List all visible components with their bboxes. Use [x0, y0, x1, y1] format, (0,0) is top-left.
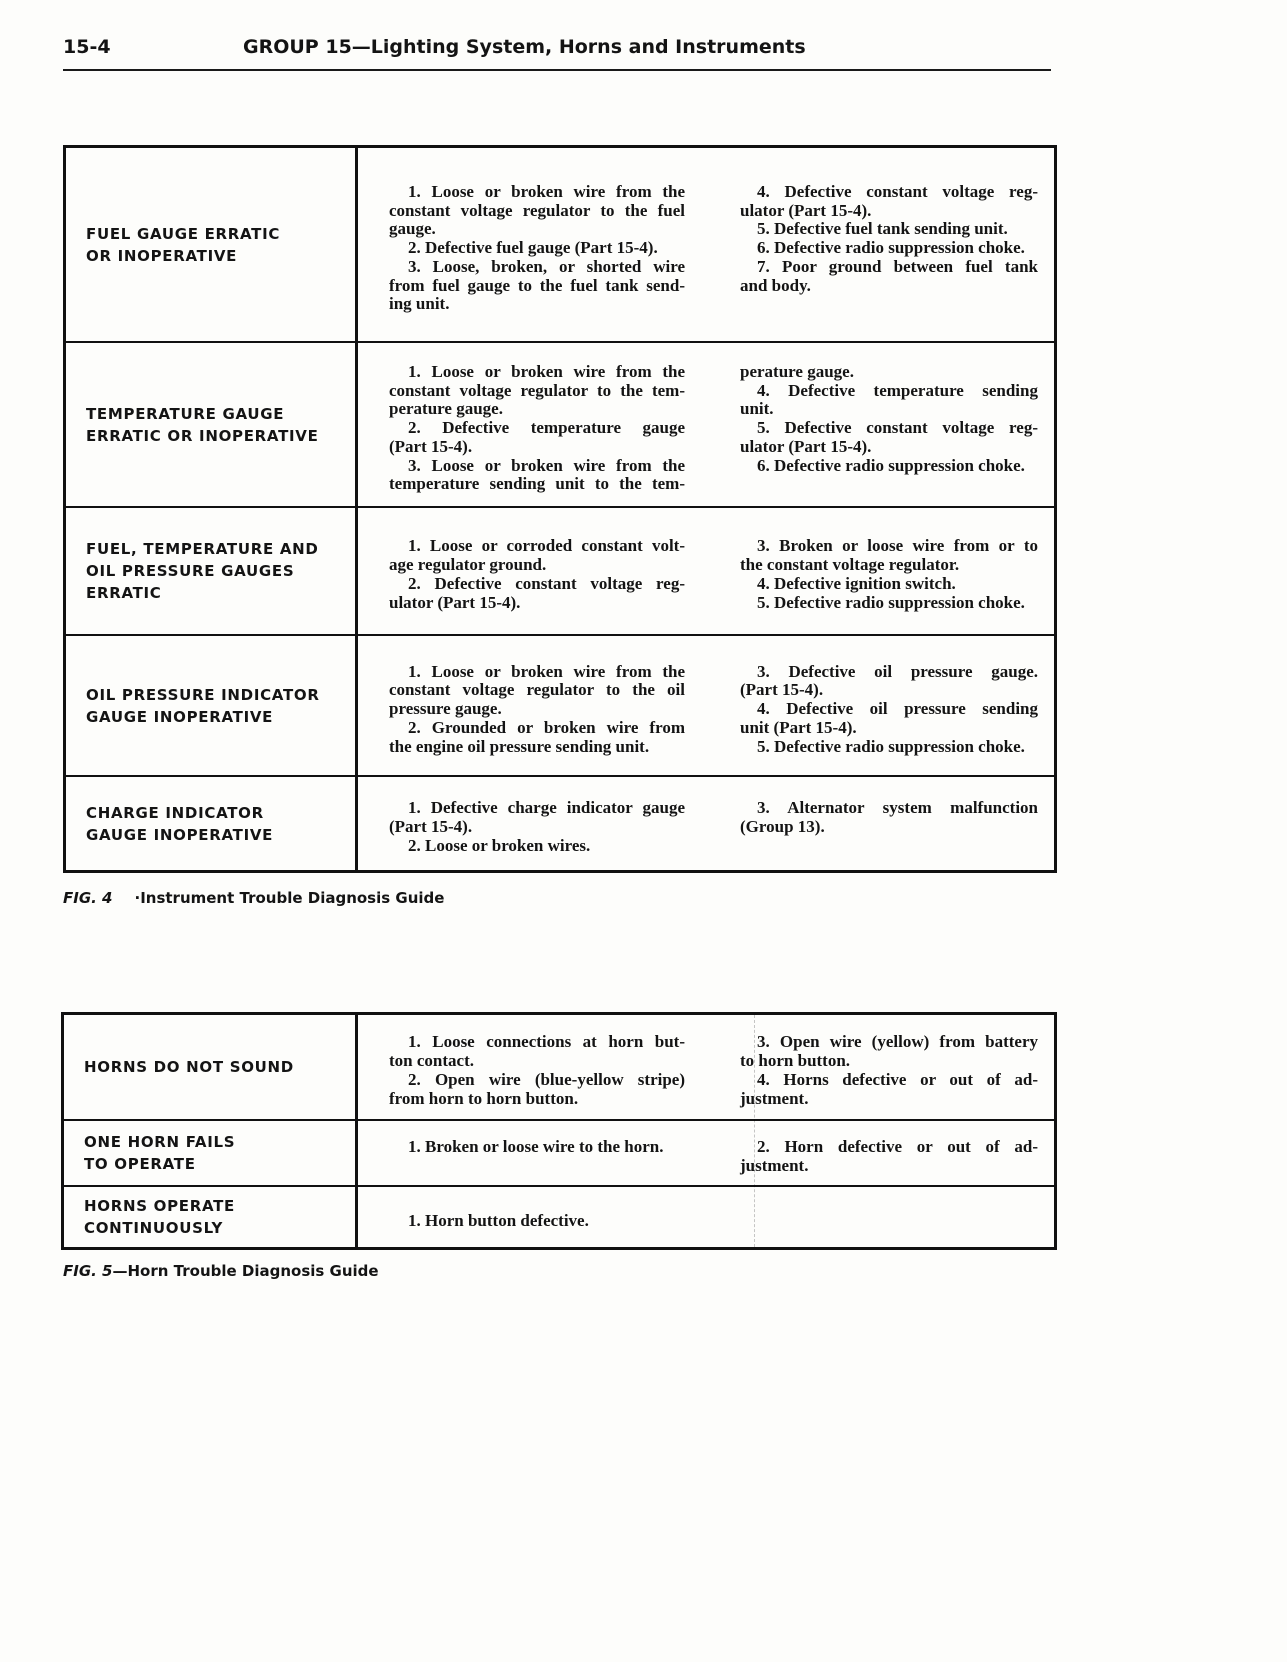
- cause-text-line: 2. Loose or broken wires.: [408, 835, 591, 855]
- figure-4-caption: [63, 887, 444, 909]
- cause-item: [740, 1071, 1038, 1109]
- condition-cell: [66, 148, 358, 341]
- cause-text-line: age regulator ground.: [389, 555, 547, 575]
- cause-item: [740, 799, 1038, 837]
- cause-text-line: 1. Loose or broken wire from the: [408, 181, 685, 201]
- cause-item: [740, 419, 1038, 457]
- causes-column-left: [389, 799, 685, 855]
- cause-text-line: 1. Loose or broken wire from the: [408, 361, 685, 381]
- condition-cell: [66, 636, 358, 775]
- page-header: [63, 34, 1053, 60]
- cause-item: [389, 837, 685, 856]
- header-rule: [63, 69, 1051, 71]
- cause-text-line: 1. Loose or corroded constant volt-: [408, 536, 685, 556]
- cause-text-line: ulator (Part 15-4).: [740, 200, 872, 220]
- condition-label-line: FUEL, TEMPERATURE AND: [86, 540, 319, 558]
- cause-text-line: 5. Defective fuel tank sending unit.: [757, 219, 1008, 239]
- diagnosis-row: [66, 148, 1054, 341]
- cause-item: [389, 258, 685, 314]
- cause-text-line: 2. Grounded or broken wire from: [408, 717, 685, 737]
- cause-text-line: 1. Defective charge indicator gauge: [408, 798, 685, 818]
- causes-column-left: [389, 537, 685, 612]
- cause-text-line: (Group 13).: [740, 817, 825, 837]
- diagnosis-row: [64, 1119, 1054, 1185]
- cause-item: [389, 1033, 685, 1071]
- cause-text-line: perature gauge.: [389, 399, 503, 419]
- causes-cell: [358, 148, 1054, 341]
- cause-text-line: the constant voltage regulator.: [740, 555, 960, 575]
- cause-text-line: (Part 15-4).: [389, 436, 473, 456]
- condition-label-line: ERRATIC: [86, 584, 162, 602]
- cause-item: [740, 239, 1038, 258]
- figure-title: ·Instrument Trouble Diagnosis Guide: [134, 889, 445, 907]
- diagnosis-row: [66, 775, 1054, 870]
- cause-item: [740, 663, 1038, 701]
- causes-columns: [389, 799, 1038, 855]
- cause-item: [389, 363, 685, 419]
- cause-item: [740, 382, 1038, 420]
- cause-item: [389, 719, 685, 757]
- cause-item: [389, 1212, 685, 1231]
- cause-item: [740, 258, 1038, 296]
- causes-column-left: [389, 1033, 685, 1108]
- cause-item: [740, 183, 1038, 221]
- diagnosis-row: [66, 341, 1054, 506]
- cause-item: [389, 663, 685, 719]
- cause-text-line: 3. Loose or broken wire from the: [408, 455, 685, 475]
- cause-item: [740, 575, 1038, 594]
- condition-label-line: OR INOPERATIVE: [86, 246, 238, 265]
- cause-text-line: 1. Broken or loose wire to the horn.: [408, 1137, 664, 1157]
- cause-text-line: (Part 15-4).: [389, 817, 473, 837]
- figure-title: —Horn Trouble Diagnosis Guide: [112, 1262, 379, 1280]
- causes-column-right: [740, 663, 1038, 757]
- cause-text-line: 2. Defective constant voltage reg-: [408, 574, 685, 593]
- condition-cell: [66, 508, 358, 634]
- cause-text-line: constant voltage regulator to the fuel: [389, 200, 685, 220]
- causes-cell: [358, 508, 1054, 634]
- horn-trouble-diagnosis-table: [61, 1012, 1057, 1250]
- causes-cell: [358, 343, 1054, 506]
- causes-columns: [389, 363, 1038, 495]
- cause-item: [740, 220, 1038, 239]
- column-guide-line: [754, 1015, 755, 1247]
- cause-text-line: 5. Defective radio suppression choke.: [757, 736, 1025, 756]
- cause-item: [740, 537, 1038, 575]
- cause-item: [389, 575, 685, 613]
- causes-column-left: [389, 1212, 685, 1231]
- condition-label-line: ONE HORN FAILS: [84, 1133, 236, 1151]
- cause-text-line: ton contact.: [389, 1051, 474, 1071]
- causes-cell: [358, 1015, 1054, 1119]
- causes-column-right: [740, 1138, 1038, 1176]
- cause-text-line: 4. Defective ignition switch.: [757, 574, 956, 593]
- causes-columns: [389, 537, 1038, 612]
- condition-cell: [66, 343, 358, 506]
- cause-item: [740, 594, 1038, 613]
- condition-label-line: HORNS DO NOT SOUND: [84, 1058, 294, 1076]
- cause-item: [740, 363, 1038, 382]
- cause-text-line: 1. Loose or broken wire from the: [408, 661, 685, 681]
- condition-cell: [64, 1121, 358, 1185]
- cause-text-line: from fuel gauge to the fuel tank send-: [389, 275, 685, 295]
- cause-text-line: 6. Defective radio suppression choke.: [757, 238, 1025, 258]
- cause-text-line: perature gauge.: [740, 361, 854, 381]
- condition-label-line: GAUGE INOPERATIVE: [86, 707, 274, 726]
- condition-cell: [64, 1187, 358, 1247]
- condition-label-line: CONTINUOUSLY: [84, 1219, 224, 1237]
- condition-label-line: ERRATIC OR INOPERATIVE: [86, 426, 319, 445]
- condition-label-line: CHARGE INDICATOR: [86, 803, 264, 822]
- cause-item: [389, 183, 685, 239]
- causes-column-right: [740, 363, 1038, 476]
- causes-column-left: [389, 1138, 685, 1157]
- cause-item: [389, 419, 685, 457]
- cause-text-line: 2. Defective temperature gauge: [408, 418, 685, 438]
- causes-columns: [389, 1138, 1038, 1176]
- condition-label-line: OIL PRESSURE GAUGES: [86, 562, 295, 580]
- causes-column-left: [389, 183, 685, 315]
- cause-text-line: 3. Defective oil pressure gauge.: [757, 661, 1038, 681]
- cause-text-line: ulator (Part 15-4).: [740, 436, 872, 456]
- condition-cell: [64, 1015, 358, 1119]
- cause-text-line: pressure gauge.: [389, 699, 502, 719]
- causes-column-right: [740, 537, 1038, 612]
- cause-text-line: 5. Defective constant voltage reg-: [757, 418, 1038, 438]
- figure-label: FIG. 4: [63, 889, 113, 907]
- causes-cell: [358, 636, 1054, 775]
- cause-text-line: constant voltage regulator to the tem-: [389, 380, 685, 400]
- causes-column-left: [389, 363, 685, 495]
- cause-item: [389, 1138, 685, 1157]
- cause-text-line: 1. Loose connections at horn but-: [408, 1032, 685, 1052]
- cause-text-line: (Part 15-4).: [740, 680, 824, 700]
- cause-item: [740, 457, 1038, 476]
- cause-item: [740, 1138, 1038, 1176]
- page-title: GROUP 15—Lighting System, Horns and Instruments: [243, 36, 806, 58]
- causes-cell: [358, 1121, 1054, 1185]
- cause-item: [740, 738, 1038, 757]
- cause-text-line: 4. Defective oil pressure sending: [757, 699, 1038, 719]
- diagnosis-row: [66, 634, 1054, 775]
- cause-item: [389, 799, 685, 837]
- cause-text-line: temperature sending unit to the tem-: [389, 474, 685, 494]
- cause-text-line: ing unit.: [389, 294, 450, 314]
- causes-columns: [389, 1033, 1038, 1108]
- condition-label-line: TO OPERATE: [84, 1155, 196, 1173]
- causes-column-right: [740, 1033, 1038, 1108]
- figure-5-caption: [63, 1260, 379, 1282]
- cause-text-line: to horn button.: [740, 1051, 851, 1071]
- cause-text-line: 3. Loose, broken, or shorted wire: [408, 256, 685, 276]
- cause-text-line: the engine oil pressure sending unit.: [389, 736, 650, 756]
- page-number: 15-4: [63, 36, 111, 58]
- cause-text-line: ulator (Part 15-4).: [389, 592, 521, 612]
- cause-item: [389, 537, 685, 575]
- instrument-trouble-diagnosis-table: [63, 145, 1057, 873]
- condition-label-line: OIL PRESSURE INDICATOR: [86, 685, 320, 704]
- cause-text-line: 4. Defective constant voltage reg-: [757, 181, 1038, 201]
- causes-columns: [389, 1212, 1038, 1231]
- condition-label-line: FUEL GAUGE ERRATIC: [86, 224, 281, 243]
- diagnosis-row: [66, 506, 1054, 634]
- cause-text-line: 4. Defective temperature sending: [757, 380, 1038, 400]
- cause-item: [389, 1071, 685, 1109]
- causes-column-left: [389, 663, 685, 757]
- cause-text-line: unit.: [740, 399, 774, 419]
- cause-item: [389, 457, 685, 495]
- causes-columns: [389, 183, 1038, 315]
- cause-text-line: 2. Horn defective or out of ad-: [757, 1137, 1038, 1157]
- cause-text-line: 2. Defective fuel gauge (Part 15-4).: [408, 238, 658, 258]
- condition-cell: [66, 777, 358, 870]
- cause-text-line: 1. Horn button defective.: [408, 1210, 589, 1230]
- figure-label: FIG. 5: [63, 1262, 113, 1280]
- condition-label-line: TEMPERATURE GAUGE: [86, 404, 285, 423]
- causes-cell: [358, 1187, 1054, 1247]
- causes-column-right: [740, 183, 1038, 296]
- cause-text-line: justment.: [740, 1156, 809, 1175]
- cause-text-line: 2. Open wire (blue-yellow stripe): [408, 1070, 685, 1089]
- cause-item: [740, 1033, 1038, 1071]
- cause-text-line: unit (Part 15-4).: [740, 717, 857, 737]
- cause-text-line: and body.: [740, 275, 811, 295]
- cause-text-line: 5. Defective radio suppression choke.: [757, 592, 1025, 612]
- condition-label-line: GAUGE INOPERATIVE: [86, 825, 274, 844]
- diagnosis-row: [64, 1015, 1054, 1119]
- cause-text-line: constant voltage regulator to the oil: [389, 680, 685, 700]
- cause-text-line: from horn to horn button.: [389, 1088, 579, 1108]
- cause-text-line: 7. Poor ground between fuel tank: [757, 256, 1038, 276]
- diagnosis-row: [64, 1185, 1054, 1247]
- causes-columns: [389, 663, 1038, 757]
- causes-column-right: [740, 799, 1038, 837]
- cause-text-line: 4. Horns defective or out of ad-: [757, 1070, 1038, 1089]
- cause-text-line: 3. Alternator system malfunction: [757, 798, 1038, 818]
- cause-item: [389, 239, 685, 258]
- cause-item: [740, 700, 1038, 738]
- cause-text-line: 3. Broken or loose wire from or to: [757, 536, 1038, 556]
- cause-text-line: 6. Defective radio suppression choke.: [757, 455, 1025, 475]
- cause-text-line: justment.: [740, 1088, 809, 1108]
- cause-text-line: 3. Open wire (yellow) from battery: [757, 1032, 1038, 1052]
- condition-label-line: HORNS OPERATE: [84, 1197, 235, 1215]
- causes-cell: [358, 777, 1054, 870]
- cause-text-line: gauge.: [389, 219, 436, 239]
